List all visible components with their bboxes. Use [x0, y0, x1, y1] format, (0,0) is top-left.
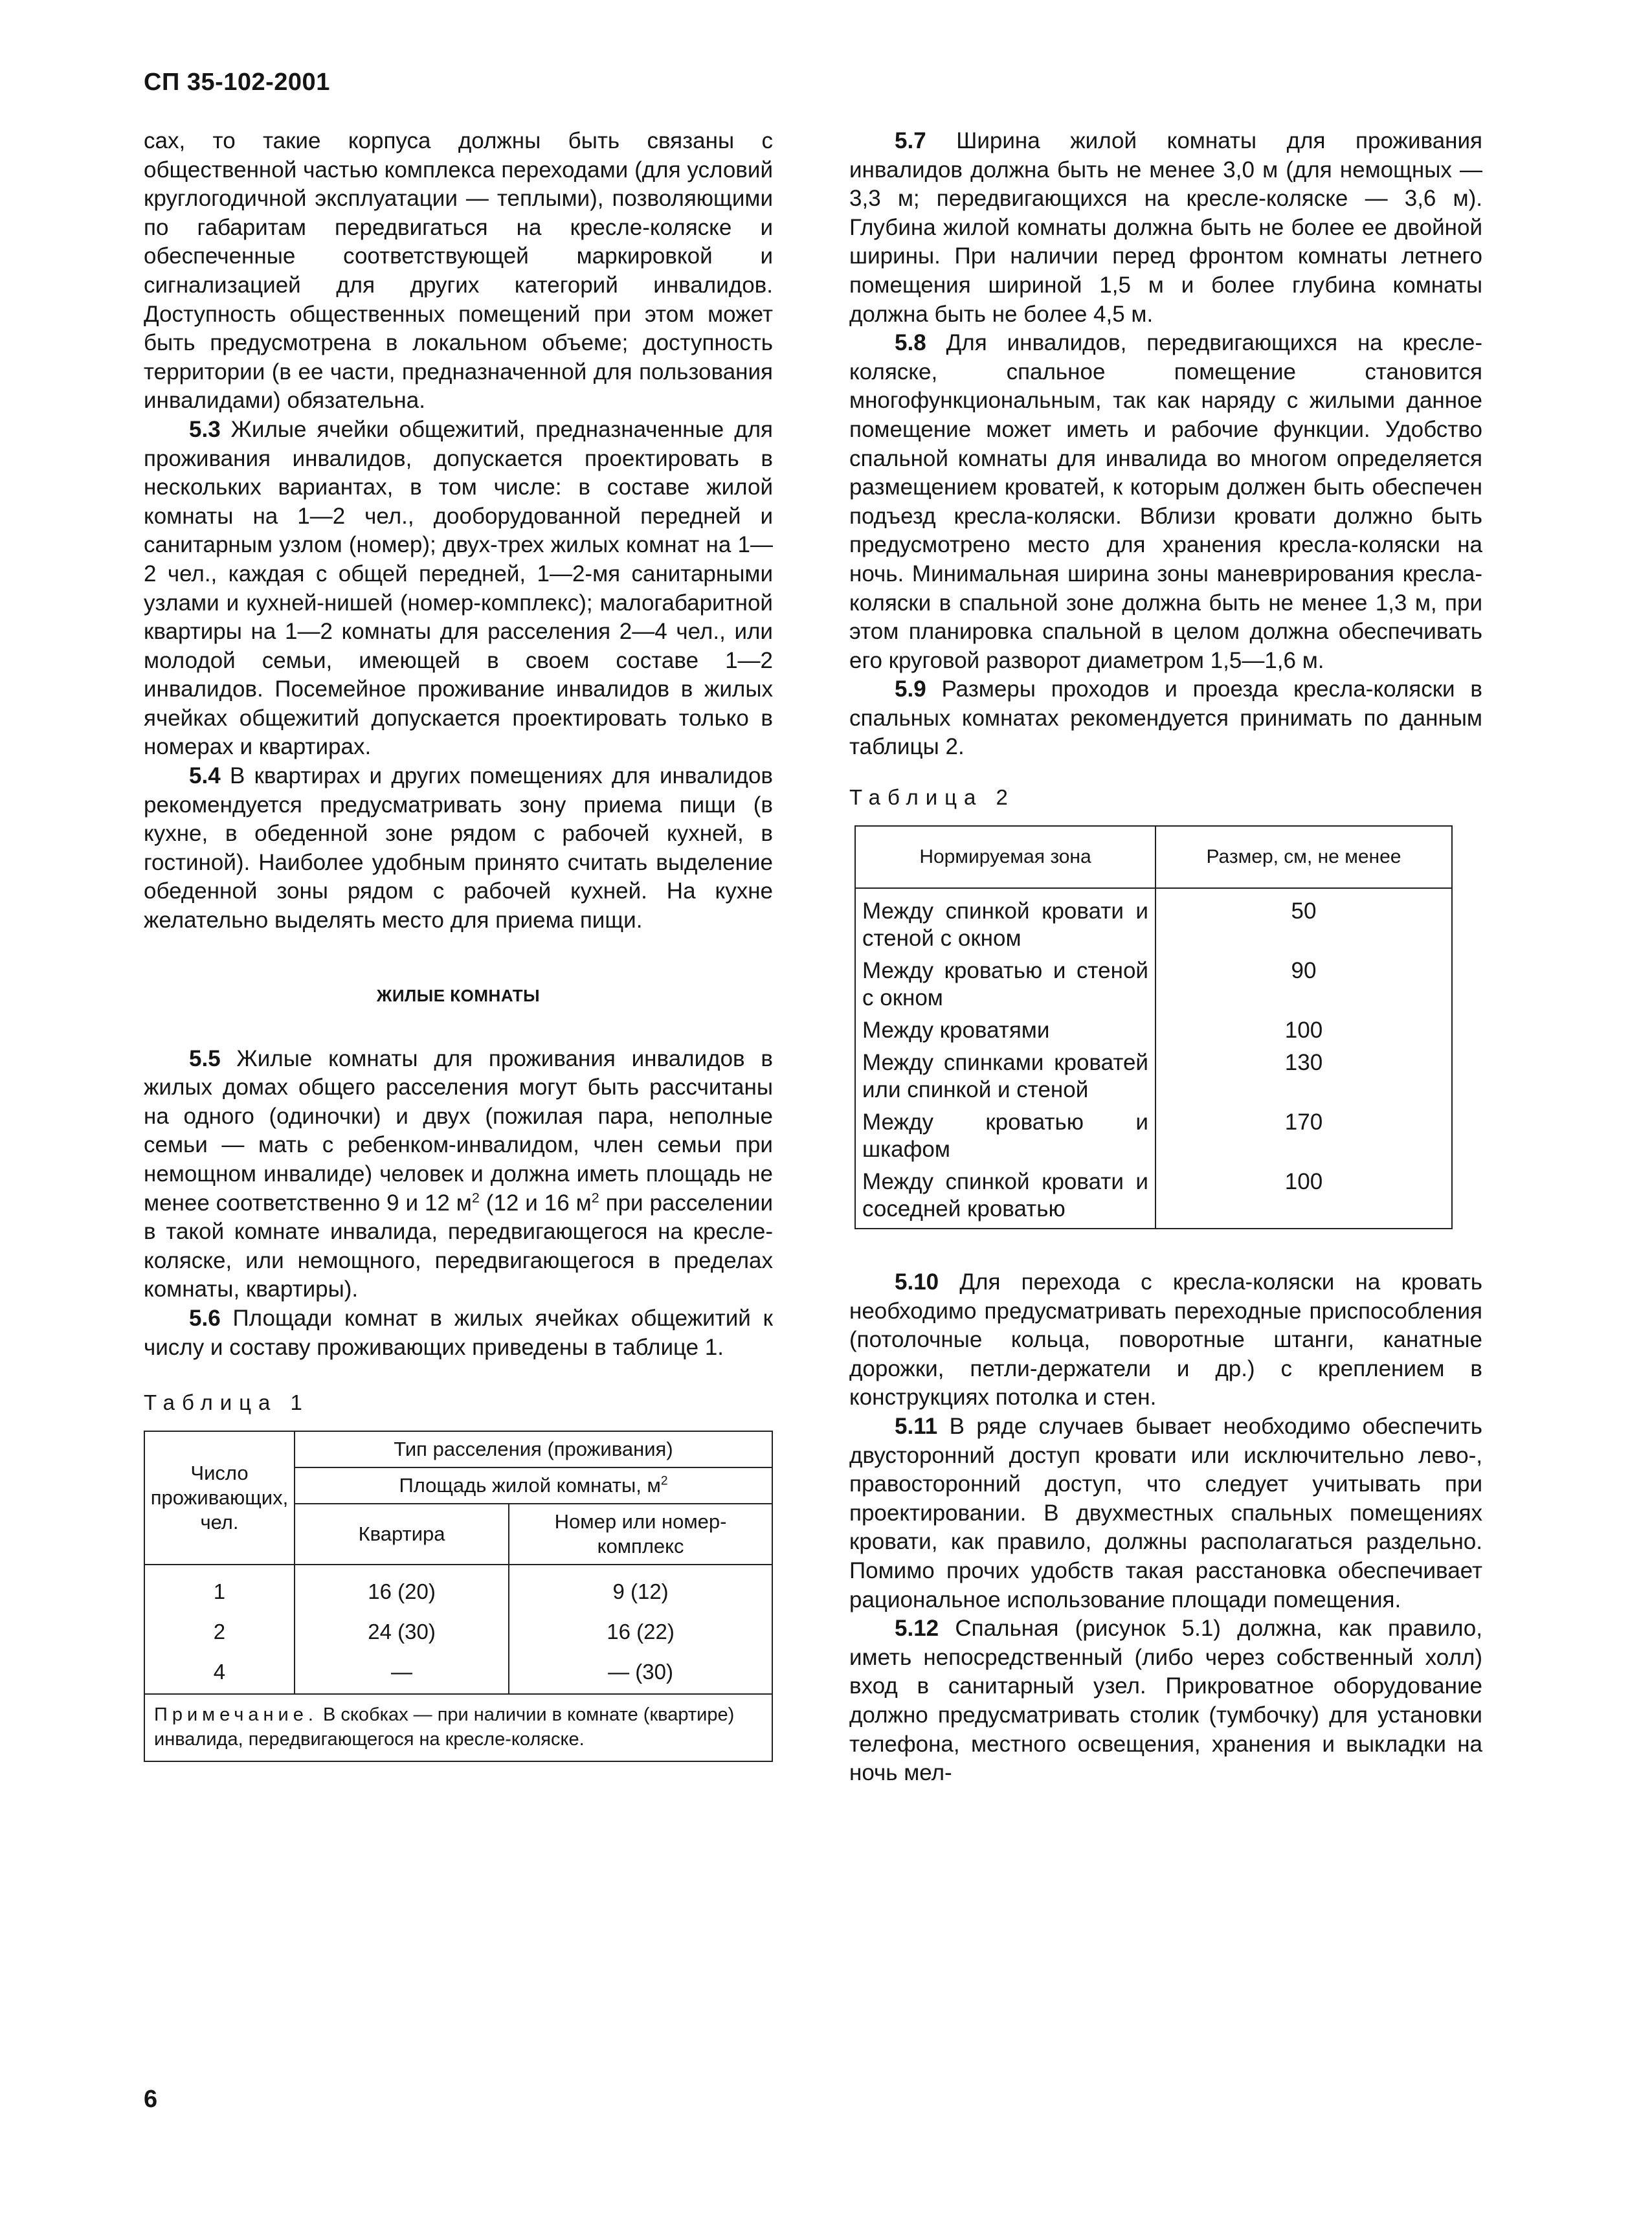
left-column — [144, 127, 773, 1762]
table-row — [855, 1047, 1452, 1106]
cell-flat: 24 (30) — [295, 1613, 509, 1653]
paragraph-5-3 — [144, 416, 773, 762]
clause-text: Жилые ячейки общежитий, предназначенные для проживания инвалидов, допускается проектировать в нескольких вариантах, в том числе: в составе жилой комнаты на 1—2 чел., дооборудованной передней и санитарным узлом (номер); двух-трех жилых комнат на 1—2 чел., каждая с общей передней, 1—2-мя санитарными узлами и кухней-нишей (номер-комплекс); малогабаритной квартиры на 1—2 комнаты для расселения 2—4 чел., или молодой семьи, имеющей в своем составе 1—2 инвалидов. Посемейное проживание инвалидов в жилых ячейках общежитий допускается проектировать только в номерах и квартирах. — [144, 416, 773, 760]
clause-number: 5.11 — [895, 1414, 938, 1440]
area-header-text: Площадь жилой комнаты, м — [399, 1474, 661, 1497]
cell-room: — (30) — [509, 1653, 772, 1694]
paragraph-5-7 — [849, 127, 1482, 329]
cell-zone: Между кроватями — [855, 1014, 1155, 1047]
column-header-size: Размер, см, не менее — [1155, 826, 1452, 888]
table-row — [144, 1613, 772, 1653]
cell-residents: 1 — [144, 1565, 295, 1613]
clause-number: 5.8 — [895, 330, 926, 356]
table-row — [855, 1014, 1452, 1047]
column-header-residents: Число проживающих, чел. — [144, 1431, 295, 1565]
cell-zone: Между спинкой кровати и соседней кроватью — [855, 1166, 1155, 1229]
clause-number: 5.10 — [895, 1269, 939, 1295]
cell-residents: 2 — [144, 1613, 295, 1653]
cell-zone: Между спинками кроватей или спинкой и стеной — [855, 1047, 1155, 1106]
cell-flat: — — [295, 1653, 509, 1694]
superscript: 2 — [471, 1188, 480, 1205]
paragraph-5-10 — [849, 1268, 1482, 1412]
cell-size: 90 — [1155, 955, 1452, 1014]
paragraph-5-5 — [144, 1045, 773, 1304]
table-note-row — [144, 1694, 772, 1761]
cell-size: 100 — [1155, 1166, 1452, 1229]
cell-size: 100 — [1155, 1014, 1452, 1047]
table-row — [855, 1106, 1452, 1166]
superscript: 2 — [660, 1474, 668, 1488]
table-row — [144, 1565, 772, 1613]
clause-text: Для перехода с кресла-коляски на кровать необходимо предусматривать переходные приспособления (потолочные кольца, поворотные штанги, канатные дорожки, петли-держатели и др.) с креплением в конструкциях потолка и стен. — [849, 1269, 1482, 1411]
table-row — [144, 1653, 772, 1694]
paragraph-continuation: сах, то такие корпуса должны быть связаны с общественной частью комплекса переходами (для условий круглогодичной эксплуатации — теплыми), позволяющими по габаритам передвигаться на кресле-коляске и обеспеченные соответствующей маркировкой и сигнализацией для других категорий инвалидов. Доступность общественных помещений при этом может быть предусмотрена в локальном объеме; доступность территории (в ее части, предназначенной для пользования инвалидами) обязательна. — [144, 128, 773, 414]
clause-text: Ширина жилой комнаты для проживания инвалидов должна быть не менее 3,0 м (для немощных — 3,3 м; передвигающихся на кресле-коляске — 3,6 м). Глубина жилой комнаты должна быть не более ее двойной ширины. При наличии перед фронтом комнаты летнего помещения шириной 1,5 м и более глубина комнаты должна быть не более 4,5 м. — [849, 128, 1482, 327]
paragraph-5-6 — [144, 1304, 773, 1362]
note-text: В скобках — при наличии в комнате (квартире) инвалида, передвигающегося на кресле-коляске. — [154, 1704, 735, 1750]
clause-text: Площади комнат в жилых ячейках общежитий к числу и составу проживающих приведены в таблице 1. — [144, 1305, 773, 1360]
cell-residents: 4 — [144, 1653, 295, 1694]
clause-text: при расселении в такой комнате инвалида, передвигающегося на кресле-коляске, или немощного, передвигающегося в пределах комнаты, квартиры). — [144, 1190, 774, 1302]
superscript: 2 — [591, 1188, 599, 1205]
clause-text: В ряде случаев бывает необходимо обеспечить двусторонний доступ кровати или исключительно лево-, правосторонний доступ, что следует учитывать при проектировании. В двухместных спальных помещениях кровати, как правило, должны располагаться раздельно. Помимо прочих удобств такая расстановка обеспечивает рациональное использование площади помещения. — [849, 1414, 1482, 1612]
cell-flat: 16 (20) — [295, 1565, 509, 1613]
clause-number: 5.7 — [895, 128, 926, 153]
table-row — [855, 888, 1452, 955]
table-1 — [144, 1431, 773, 1762]
table-2 — [854, 825, 1453, 1229]
clause-number: 5.4 — [189, 763, 221, 789]
clause-text: Для инвалидов, передвигающихся на кресле-коляске, спальное помещение становится многофункциональным, так как наряду с жилыми данное помещение может иметь и рабочие функции. Удобство спальной комнаты для инвалида во многом определяется размещением кроватей, к которым должен быть обеспечен подъезд кресла-коляски. Вблизи кровати должно быть предусмотрено место для хранения кресла-коляски на ночь. Минимальная ширина зоны маневрирования кресла-коляски в спальной зоне должна быть не менее 1,3 м, при этом планировка спальной в целом должна обеспечивать его круговой разворот диаметром 1,5—1,6 м. — [849, 330, 1482, 673]
section-title: ЖИЛЫЕ КОМНАТЫ — [376, 985, 541, 1005]
clause-text: Спальная (рисунок 5.1) должна, как правило, иметь непосредственный (либо через собственный холл) вход в санитарный узел. Прикроватное оборудование должно предусматривать столик (тумбочку) для установки телефона, местного освещения, хранения и выкладки на ночь мел- — [849, 1616, 1482, 1786]
note-label: Примечание. — [154, 1704, 318, 1726]
clause-text: Жилые комнаты для проживания инвалидов в жилых домах общего расселения могут быть рассчитаны на одного (одиночки) и двух (пожилая пара, неполные семьи — мать с ребенком-инвалидом, член семьи при немощном инвалиде) человек и должна иметь площадь не менее соответственно 9 и 12 м — [144, 1045, 773, 1216]
column-header-zone: Нормируемая зона — [855, 826, 1155, 888]
column-header-room: Номер или номер-комплекс — [509, 1504, 772, 1565]
paragraph-5-11 — [849, 1412, 1482, 1614]
clause-text: (12 и 16 м — [479, 1190, 592, 1216]
cell-zone: Между кроватью и стеной с окном — [855, 955, 1155, 1014]
clause-text: Размеры проходов и проезда кресла-коляски в спальных комнатах рекомендуется принимать по данным таблицы 2. — [849, 676, 1482, 760]
cell-room: 9 (12) — [509, 1565, 772, 1613]
paragraph-5-9 — [849, 675, 1482, 762]
clause-number: 5.5 — [189, 1045, 221, 1071]
table-row — [855, 1166, 1452, 1229]
cell-size: 50 — [1155, 888, 1452, 955]
paragraph-5-8 — [849, 329, 1482, 675]
clause-number: 5.3 — [189, 416, 221, 442]
paragraph-5-12 — [849, 1614, 1482, 1788]
cell-size: 130 — [1155, 1047, 1452, 1106]
cell-zone: Между спинкой кровати и стеной с окном — [855, 888, 1155, 955]
clause-number: 5.6 — [189, 1305, 221, 1331]
page-number: 6 — [144, 2086, 158, 2113]
table-1-caption: Таблица 1 — [144, 1390, 309, 1415]
cell-room: 16 (22) — [509, 1613, 772, 1653]
cell-zone: Между кроватью и шкафом — [855, 1106, 1155, 1166]
clause-text: В квартирах и других помещениях для инвалидов рекомендуется предусматривать зону приема пищи (в кухне, в обеденной зоне рядом с рабочей кухней, в гостиной). Наиболее удобным принято считать выделение обеденной зоны рядом с рабочей кухней. На кухне желательно выделять место для приема пищи. — [144, 763, 773, 933]
clause-number: 5.12 — [895, 1616, 939, 1642]
paragraph-5-4 — [144, 762, 773, 935]
table-note — [144, 1694, 772, 1761]
column-header-area — [295, 1467, 772, 1504]
table-2-caption: Таблица 2 — [849, 785, 1015, 810]
column-header-type: Тип расселения (проживания) — [295, 1431, 772, 1467]
table-row — [855, 955, 1452, 1014]
column-header-flat: Квартира — [295, 1504, 509, 1565]
document-code: СП 35-102-2001 — [144, 69, 330, 96]
clause-number: 5.9 — [895, 676, 926, 702]
cell-size: 170 — [1155, 1106, 1452, 1166]
right-column — [849, 127, 1482, 1788]
